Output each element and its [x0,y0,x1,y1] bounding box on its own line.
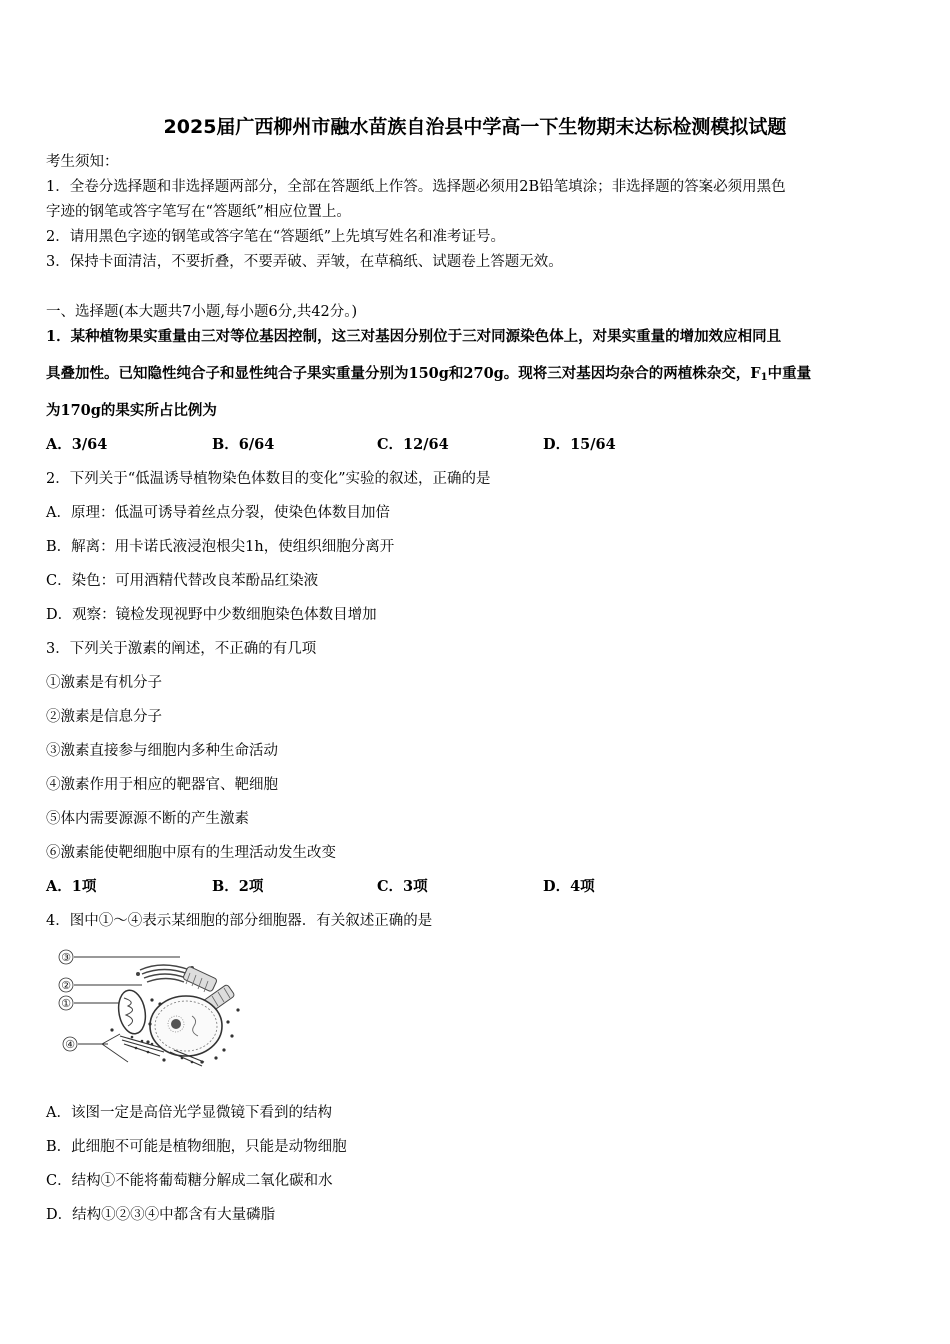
figure-label-1: ① [61,997,71,1010]
notice-item-3: 3．保持卡面清洁，不要折叠，不要弄破、弄皱，在草稿纸、试题卷上答题无效。 [46,254,563,270]
q3-option-c[interactable]: C．3项 [377,878,428,895]
q2-option-a[interactable]: A．原理：低温可诱导着丝点分裂，使染色体数目加倍 [46,505,390,521]
q4-option-d[interactable]: D．结构①②③④中都含有大量磷脂 [46,1207,276,1223]
notice-item-2: 2．请用黑色字迹的钢笔或答字笔在“答题纸”上先填写姓名和准考证号。 [46,229,506,245]
golgi-shape [140,965,190,982]
q4-option-c[interactable]: C．结构①不能将葡萄糖分解成二氧化碳和水 [46,1173,333,1189]
figure-label-4: ④ [65,1038,75,1051]
q3-option-a[interactable]: A．1项 [46,878,97,895]
q3-stem: 3．下列关于激素的阐述，不正确的有几项 [46,641,317,657]
figure-label-3: ③ [61,951,71,964]
q3-item-6: ⑥激素能使靶细胞中原有的生理活动发生改变 [46,845,336,861]
q4-option-b[interactable]: B．此细胞不可能是植物细胞，只能是动物细胞 [46,1139,347,1155]
q3-item-1: ①激素是有机分子 [46,675,162,691]
figure-label-2: ② [61,979,71,992]
q1-option-c[interactable]: C．12/64 [377,436,449,453]
q3-option-b[interactable]: B．2项 [212,878,264,895]
q1-option-d[interactable]: D．15/64 [543,436,616,453]
q1-stem-line2-text: 具叠加性。已知隐性纯合子和显性纯合子果实重量分别为150g和270g。现将三对基因均杂合的两植株杂交，F [46,365,761,382]
q4-stem: 4．图中①～④表示某细胞的部分细胞器．有关叙述正确的是 [46,913,433,929]
q2-stem: 2．下列关于“低温诱导植物染色体数目的变化”实验的叙述，正确的是 [46,471,491,487]
notice-item-1-cont: 字迹的钢笔或答字笔写在“答题纸”相应位置上。 [46,204,351,220]
q1-stem-line2 [46,364,811,388]
q3-item-3: ③激素直接参与细胞内多种生命活动 [46,743,278,759]
q1-stem-line1: 1．某种植物果实重量由三对等位基因控制，这三对基因分别位于三对同源染色体上，对果实重量的增加效应相同且 [46,328,782,345]
q3-option-d[interactable]: D．4项 [543,878,595,895]
q3-item-4: ④激素作用于相应的靶器官、靶细胞 [46,777,278,793]
q2-option-c[interactable]: C．染色：可用酒精代替改良苯酚品红染液 [46,573,319,589]
section-heading: 一、选择题(本大题共7小题,每小题6分,共42分。) [46,304,358,320]
q1-stem-line2-tail: 中重量 [767,365,812,382]
q1-option-b[interactable]: B．6/64 [212,436,275,453]
cell-organelle-figure [52,940,257,1070]
q4-option-a[interactable]: A．该图一定是高倍光学显微镜下看到的结构 [46,1105,332,1121]
q1-option-a[interactable]: A．3/64 [46,436,108,453]
mitochondrion-shape [115,988,148,1036]
page-title: 2025届广西柳州市融水苗族自治县中学高一下生物期末达标检测模拟试题 [163,116,787,138]
q1-subscript: 1 [760,372,768,383]
q1-stem-line3: 为170g的果实所占比例为 [46,402,217,419]
q2-option-b[interactable]: B．解离：用卡诺氏液浸泡根尖1h，使组织细胞分离开 [46,539,395,555]
notice-item-1: 1．全卷分选择题和非选择题两部分，全部在答题纸上作答。选择题必须用2B铅笔填涂；非选择题的答案必须用黑色 [46,179,786,195]
notice-heading: 考生须知： [46,154,119,170]
q2-option-d[interactable]: D．观察：镜检发现视野中少数细胞染色体数目增加 [46,607,377,623]
q3-item-5: ⑤体内需要源源不断的产生激素 [46,811,249,827]
q3-item-2: ②激素是信息分子 [46,709,162,725]
